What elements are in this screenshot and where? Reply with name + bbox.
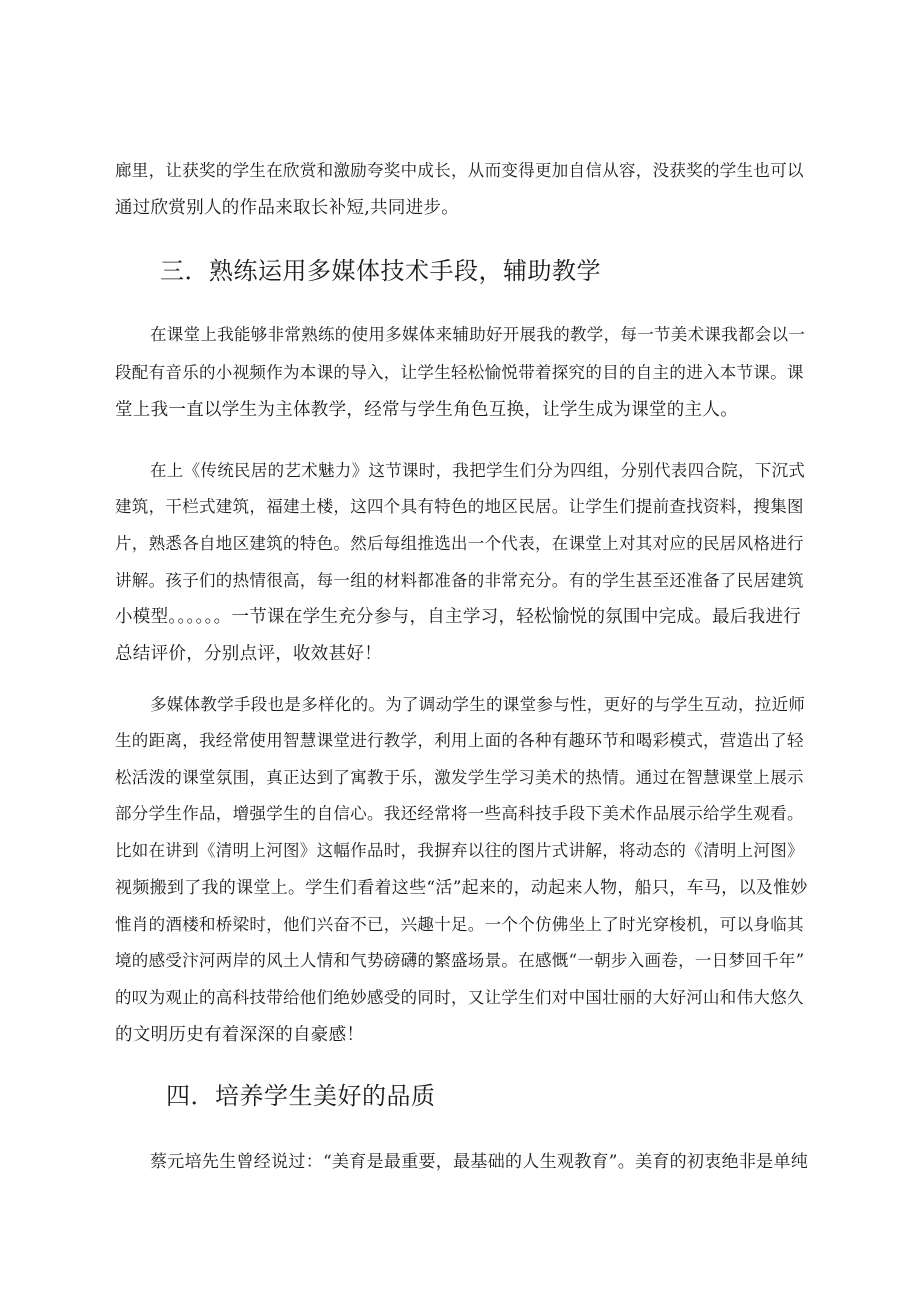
s3-p2-line-3: 片，熟悉各自地区建筑的特色。然后每组推选出一个代表，在课堂上对其对应的民居风格进行 [115, 534, 804, 553]
s3-p3-line-4: 部分学生作品，增强学生的自信心。我还经常将一些高科技手段下美术作品展示给学生观看。 [115, 804, 804, 823]
s3-p2-line-1: 在上《传统民居的艺术魅力》这节课时，我把学生们分为四组，分别代表四合院，下沉式 [150, 461, 806, 480]
s3-p3-line-3: 松活泼的课堂氛围，真正达到了寓教于乐，激发学生学习美术的热情。通过在智慧课堂上展示 [115, 768, 804, 787]
s3-p3-line-10: 的文明历史有着深深的自豪感！ [115, 1025, 365, 1045]
s3-p3-line-6: 视频搬到了我的课堂上。学生们看着这些“活”起来的，动起来人物，船只，车马，以及惟妙 [115, 878, 808, 898]
s3-p1-line-1: 在课堂上我能够非常熟练的使用多媒体来辅助好开展我的教学，每一节美术课我都会以一 [150, 325, 806, 344]
s3-p2-line-5: 小模型。。。。。。一节课在学生充分参与，自主学习，轻松愉悦的氛围中完成。最后我进行 [115, 607, 802, 627]
intro-line-1: 廊里，让获奖的学生在欣赏和激励夸奖中成长，从而变得更加自信从容，没获奖的学生也可以 [115, 161, 804, 180]
s3-p1-line-3: 堂上我一直以学生为主体教学，经常与学生角色互换，让学生成为课堂的主人。 [115, 400, 738, 420]
section-four-heading: 四．培养学生美好的品质 [166, 1082, 436, 1110]
s3-p2-line-6: 总结评价，分别点评，收效甚好！ [115, 644, 382, 664]
s3-p3-line-8: 境的感受汴河两岸的风土人情和气势磅礴的繁盛场景。在感慨“一朝步入画卷，一日梦回千年” [115, 951, 805, 970]
s4-p1-line-1: 蔡元培先生曾经说过：“美育是最重要，最基础的人生观教育”。美育的初衷绝非是单纯 [150, 1152, 809, 1172]
s3-p1-line-2: 段配有音乐的小视频作为本课的导入，让学生轻松愉悦带着探究的目的自主的进入本节课。课 [115, 363, 804, 382]
s3-p2-line-4: 讲解。孩子们的热情很高，每一组的材料都准备的非常充分。有的学生甚至还准备了民居建筑 [115, 571, 804, 590]
s3-p3-line-5: 比如在讲到《清明上河图》这幅作品时，我摒弃以往的图片式讲解，将动态的《清明上河图》 [115, 841, 804, 860]
intro-line-2: 通过欣赏别人的作品来取长补短,共同进步。 [115, 198, 460, 218]
s3-p3-line-7: 惟肖的酒楼和桥梁时，他们兴奋不已，兴趣十足。一个个仿佛坐上了时光穿梭机，可以身临其 [115, 915, 804, 934]
s3-p3-line-1: 多媒体教学手段也是多样化的。为了调动学生的课堂参与性，更好的与学生互动，拉近师 [150, 695, 806, 714]
s3-p3-line-2: 生的距离，我经常使用智慧课堂进行教学，利用上面的各种有趣环节和喝彩模式，营造出了轻 [115, 731, 804, 750]
section-three-heading: 三．熟练运用多媒体技术手段，辅助教学 [160, 257, 601, 285]
s3-p3-line-9: 的叹为观止的高科技带给他们绝妙感受的同时，又让学生们对中国壮丽的大好河山和伟大悠久 [115, 988, 804, 1007]
s3-p2-line-2: 建筑，干栏式建筑，福建土楼，这四个具有特色的地区民居。让学生们提前查找资料，搜集图 [115, 497, 804, 516]
